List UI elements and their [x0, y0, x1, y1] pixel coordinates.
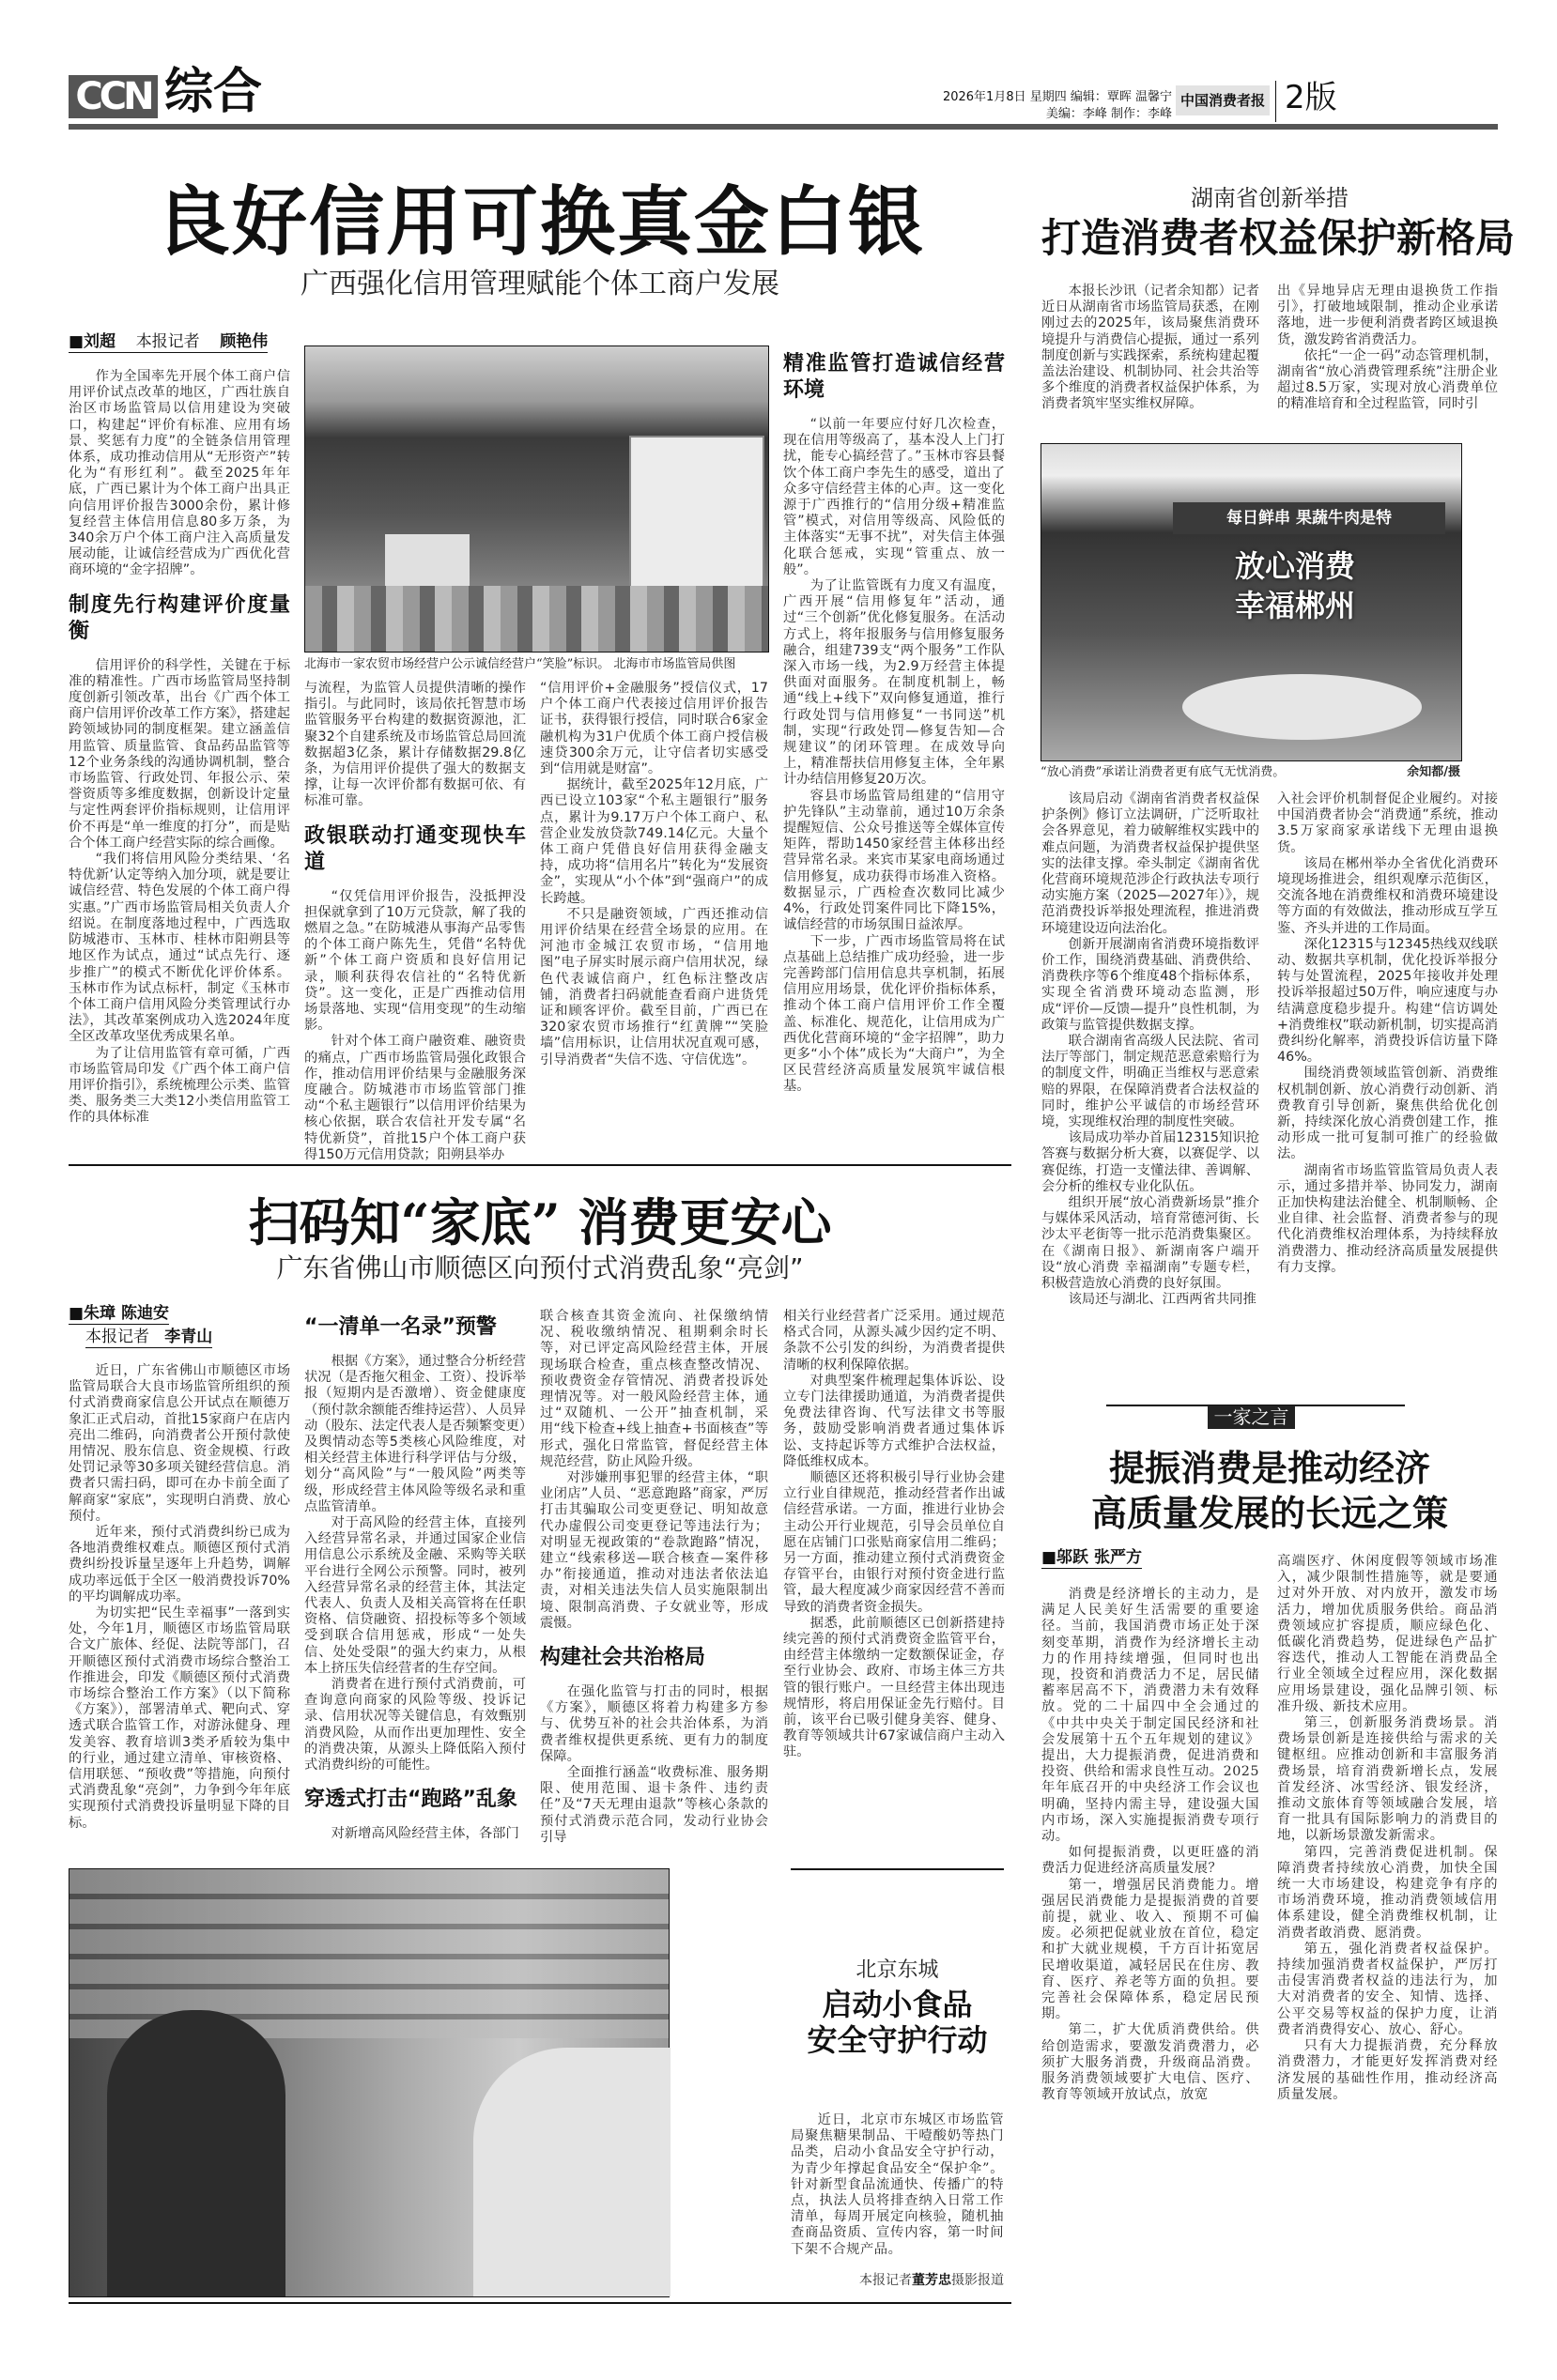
photo-officer: [107, 2010, 285, 2296]
paragraph: 联合核查其资金流向、社保缴纳情况、税收缴纳情况、租期剩余时长等，对已评定高风险经营主体，开展现场联合检查，重点核查整改情况、预收费资金存管情况、消费者投诉处理情况等。对一般风险经营主体，通过“双随机、一公开”抽查机制，采用“线下检查+线上抽查+书面核查”等形式，强化日常监管，督促经营主体规范经营，防止风险升级。: [540, 1309, 768, 1469]
guangxi-column-2: [304, 681, 526, 1162]
section-heading: 构建社会共治格局: [540, 1646, 706, 1670]
section-heading: 穿透式打击“跑路”乱象: [304, 1788, 517, 1812]
section-heading: 精准监管打造诚信经营环境: [783, 352, 1005, 402]
photo-produce: [305, 586, 768, 652]
paragraph: 下一步，广西市场监管局将在试点基础上总结推广成功经验，进一步完善跨部门信用信息共享机制，拓展信用应用场景，优化评价指标体系，推动个体工商户信用评价工作全覆盖、标准化、规范化，让信用成为广西优化营商环境的“金字招牌”，助力更多“小个体”成长为“大商户”，为全区民营经济高质量发展筑牢诚信根基。: [783, 933, 1005, 1095]
byline-reporter: 本报记者 李青山: [85, 1328, 213, 1346]
paragraph: 第五，强化消费者权益保护。持续加强消费者权益保护，严厉打击侵害消费者权益的违法行为，加大对消费者的安全、知情、选择、公平交易等权益的保护力度，让消费者消费得安心、放心、舒心。: [1277, 1941, 1498, 2037]
dongcheng-kicker: 北京东城: [856, 1958, 939, 1982]
paragraph: 据悉，此前顺德区已创新搭建持续完善的预付式消费资金监管平台，由经营主体缴纳一定数额保证金，存至行业协会、政府、市场主体三方共管的银行账户。一旦经营主体出现违规情形，将启用保证金先行赔付。目前，该平台已吸引健身美容、健身、教育等领域共计67家诚信商户主动入驻。: [783, 1615, 1005, 1760]
opinion-column-1: [1041, 1587, 1259, 2347]
opinion-headline-line-1: 提振消费是推动经济: [1108, 1447, 1430, 1489]
paragraph: 对典型案件梳理起集体诉讼、设立专门法律援助通道，为消费者提供免费法律咨询、代写法律文书等服务，鼓励受影响消费者通过集体诉讼、支持起诉等方式维护合法权益，降低维权成本。: [783, 1373, 1005, 1469]
foshan-headline: 扫码知“家底” 消费更安心: [248, 1192, 832, 1252]
paragraph: 全面推行涵盖“收费标准、服务期限、使用范围、退卡条件、违约责任”及“7天无理由退款”等核心条款的预付式消费示范合同，发动行业协会引导: [540, 1765, 768, 1845]
hunan-photo-caption: “放心消费”承诺让消费者更有底气无忧消费。: [1041, 765, 1286, 779]
photo-display-sign-1: 放心消费: [1234, 548, 1355, 584]
market-photo: [304, 345, 769, 653]
byline: ■刘超 本报记者 顾艳伟: [69, 332, 269, 351]
dongcheng-headline-line-1: 启动小食品: [822, 1987, 973, 2022]
paragraph: 第二，扩大优质消费供给。供给创造需求，要激发消费潜力，必须扩大服务消费，升级商品消费。服务消费领域要扩大电信、医疗、教育等领域开放试点，放宽: [1041, 2022, 1259, 2103]
paragraph: “以前一年要应付好几次检查，现在信用等级高了，基本没人上门打扰，能专心搞经营了。”玉林市容县餐饮个体工商户李先生的感受，道出了众多守信经营主体的心声。这一变化源于广西推行的“信用分级+精准监管”模式，对信用等级高、风险低的主体落实“无事不扰”，对失信主体强化联合惩戒，实现“管重点、放一般”。: [783, 417, 1005, 577]
paragraph: 如何提振消费，以更旺盛的消费活力促进经济高质量发展？: [1041, 1845, 1259, 1877]
paragraph: 根据《方案》，通过整合分析经营状况（是否拖欠租金、工资）、投诉举报（短期内是否激增）、资金健康度（预付款余额能否维持运营）、人员异动（股东、法定代表人是否频繁变更）及舆情动态等5类核心风险维度，对相关经营主体进行科学评估与分级，划分“高风险”与“一般风险”两类等级，形成经营主体风险等级名录和重点监管清单。: [304, 1354, 526, 1514]
guangxi-byline: [69, 331, 268, 364]
photo-price-board: [385, 534, 470, 586]
photo-display-base: [1182, 674, 1422, 740]
divider-rule: [69, 1164, 1011, 1166]
paragraph: 联合湖南省高级人民法院、省司法厅等部门，制定规范恶意索赔行为的制度文件，明确正当维权与恶意索赔的界限，在保障消费者合法权益的同时，维护公平诚信的市场经营环境，实现维权治理的制度性突破。: [1041, 1034, 1259, 1130]
foshan-byline: [69, 1303, 290, 1359]
dongcheng-headline-line-2: 安全守护行动: [807, 2022, 988, 2058]
dongcheng-top-rule: [791, 1868, 1004, 1870]
paragraph: 围绕消费领域监管创新、消费维权机制创新、放心消费行动创新、消费教育引导创新，聚焦供给优化创新，持续深化放心消费创建工作，推动形成一批可复制可推广的经验做法。: [1277, 1066, 1498, 1162]
photo-display-sign-2: 幸福郴州: [1234, 588, 1355, 623]
opinion-headline-line-2: 高质量发展的长远之策: [1090, 1492, 1448, 1534]
paragraph: 入社会评价机制督促企业履约。对接中国消费者协会“消费通”系统，推动3.5万家商家承诺线下无理由退换货。: [1277, 791, 1498, 855]
hunan-lead-column-2: [1277, 284, 1498, 434]
photo-sign-board: [629, 436, 764, 590]
paragraph: 组织开展“放心消费新场景”推介与媒体采风活动，培育常德河街、长沙太平老街等一批示范消费集聚区。在《湖南日报》、新湖南客户端开设“放心消费 幸福湖南”专题专栏，积极营造放心消费的良好氛围。: [1041, 1195, 1259, 1292]
paragraph: 与流程，为监管人员提供清晰的操作指引。与此同时，该局依托智慧市场监管服务平台构建的数据资源池，汇聚32个自建系统及市场监管总局回流数据超3亿条，累计存储数据29.8亿条，为信用评价提供了强大的数据支撑，让每一次评价都有数据可依、有标准可靠。: [304, 681, 526, 809]
paragraph: 顺德区还将积极引导行业协会建立行业自律规范，推动经营者作出诚信经营承诺。一方面，推进行业协会主动公开行业规范，引导会员单位自愿在店铺门口张贴商家信用二维码；另一方面，推动建立预付式消费资金存管平台，由银行对预付资金进行监管，最大程度减少商家因经营不善而导致的消费者资金损失。: [783, 1470, 1005, 1615]
section-heading: 制度先行构建评价度量衡: [69, 592, 290, 643]
paragraph: 对涉嫌刑事犯罪的经营主体，“职业闭店”人员、“恶意跑路”商家，严厉打击其骗取公司变更登记、明知故意代办虚假公司变更登记等违法行为；对明显无视政策的“卷款跑路”情况，建立“线索移送—联合核查—案件移办”衔接通道，推动对违法者依法追责，对相关违法失信人员实施限制出境、限制高消费、子女就业等，形成震慑。: [540, 1470, 768, 1631]
foshan-subtitle: 广东省佛山市顺德区向预付式消费乱象“亮剑”: [276, 1252, 804, 1283]
paragraph: 不只是融资领域，广西还推动信用评价结果在经营全场景的应用。在河池市金城江农贸市场，“信用地图”电子屏实时展示商户信用状况，绿色代表诚信商户，红色标注整改店铺，消费者扫码就能查看商户进货凭证和顾客评价。截至目前，广西已在320家农贸市场推行“红黄牌”“笑脸墙”信用标识，让信用状况直观可感，引导消费者“失信不选、守信优选”。: [540, 906, 768, 1067]
hunan-column-1: [1041, 791, 1259, 1362]
paragraph: “信用评价+金融服务”授信仪式，17户个体工商户代表接过信用评价报告证书，获得银行授信，同时联合6家金融机构为31户优质个体工商户授信极速贷300余万元，让守信者切实感受到“信用就是财富”。: [540, 681, 768, 777]
paragraph: 该局在郴州举办全省优化消费环境现场推进会，组织观摩示范街区，交流各地在消费维权和消费环境建设等方面的有效做法，推动形成互学互鉴、齐头并进的工作局面。: [1277, 855, 1498, 936]
paragraph: 该局还与湖北、江西两省共同推: [1068, 1292, 1256, 1308]
paragraph: 创新开展湖南省消费环境指数评价工作，围绕消费基础、消费供给、消费秩序等6个维度48个指标体系，实现全省消费环境动态监测，形成“评价—反馈—提升”良性机制，为政策与监管提供数据支撑。: [1041, 936, 1259, 1033]
paragraph: 出《异地异店无理由退换货工作指引》，打破地域限制，推动企业承诺落地，进一步便利消费者跨区域退换货，激发跨省消费活力。: [1277, 284, 1498, 347]
designer-line: 美编：李峰 制作：李峰: [1045, 107, 1172, 121]
paragraph: 为了让监管既有力度又有温度，广西开展“信用修复年”活动，通过“三个创新”优化修复服务。在活动方式上，将年报服务与信用修复服务融合，组建739支“两个服务”工作队深入市场一线，为2.9万经营主体提供面对面服务。在制度机制上，畅通“线上+线下”双向修复通道，推行行政处罚与信用修复“一书同送”机制，实现“行政处罚—修复告知—合规建议”的闭环管理。在成效导向上，精准帮扶信用修复主体，全年累计办结信用修复20万次。: [783, 578, 1005, 788]
opinion-column-2: [1277, 1554, 1498, 2347]
paragraph: 近日，广东省佛山市顺德区市场监管局联合大良市场监管所组织的预付式消费商家信息公开试点在顺德万象汇正式启动，首批15家商户在店内亮出二维码，向消费者公开预付款使用情况、股东信息、资金规模、行政处罚记录等30多项关键经营信息。消费者只需扫码，即可在办卡前全面了解商家“家底”，实现明白消费、放心预付。: [69, 1363, 290, 1524]
paragraph: 高端医疗、休闲度假等领域市场准入，减少限制性措施等，就是要通过对外开放、对内放开，激发市场活力，增加优质服务供给。商品消费领域应扩容提质，顺应绿色化、低碳化消费趋势，促进绿色产品扩容迭代，推动人工智能在消费品全行业全领域全过程应用，深化数据应用场景建设，强化品牌引领、标准升级、新技术应用。: [1277, 1554, 1498, 1714]
hunan-lead-column-1: [1041, 284, 1259, 434]
paragraph: 消费者在进行预付式消费前，可查询意向商家的风险等级、投诉记录、信用状况等关键信息，有效甄别消费风险，从而作出更加理性、安全的消费决策，从源头上降低陷入预付式消费纠纷的可能性。: [304, 1677, 526, 1773]
paragraph: 该局成功举办首届12315知识抢答赛与数据分析大赛，以赛促学、以赛促练，打造一支懂法律、善调解、会分析的维权专业化队伍。: [1041, 1130, 1259, 1194]
photo-shelves: [69, 1869, 669, 2038]
paragraph: 据统计，截至2025年12月底，广西已设立103家“个私主题银行”服务点，累计为9.17万户个体工商户、私营企业发放贷款749.14亿元。大量个体工商户凭借良好信用获得金融支持，成功将“信用名片”转化为“发展资金”，实现从“小个体”到“强商户”的成长跨越。: [540, 777, 768, 906]
section-logo: CCN: [69, 75, 158, 118]
paragraph: 对于高风险的经营主体，直接列入经营异常名录，并通过国家企业信用信息公示系统及金融、采购等关联平台进行全网公示预警。同时，被列入经营异常名录的经营主体，其法定代表人、负责人及相关高管将在任职资格、信贷融资、招投标等多个领域受到联合信用惩戒，形成“一处失信、处处受限”的强大约束力，从根本上挤压失信经营者的生存空间。: [304, 1515, 526, 1676]
paragraph: 相关行业经营者广泛采用。通过规范格式合同，从源头减少因约定不明、条款不公引发的纠纷，为消费者提供清晰的权利保障依据。: [783, 1309, 1005, 1373]
paragraph: 信用评价的科学性，关键在于标准的精准性。广西市场监管局坚持制度创新引领改革，出台《广西个体工商户信用评价改革工作方案》，搭建起跨领域协同的制度框架。建立涵盖信用监管、质量监管、食品药品监管等12个业务条线的沟通协调机制，整合市场监管、行政处罚、年报公示、荣誉资质等多维度数据，创新设计定量与定性两套评价指标规则，让信用评价不再是“单一维度的打分”，而是贴合个体工商户经营实际的综合画像。: [69, 657, 290, 851]
paragraph: 该局启动《湖南省消费者权益保护条例》修订立法调研，广泛听取社会各界意见，着力破解维权实践中的难点问题，为消费者权益保护提供坚实的法律支撑。牵头制定《湖南省优化营商环境规范涉企行政执法专项行动实施方案（2025—2027年）》，规范消费投诉举报处理流程，推进消费环境建设迈向法治化。: [1041, 791, 1259, 936]
guangxi-column-4: [783, 338, 1005, 1148]
header-divider: [1275, 81, 1276, 122]
section-title: 综合: [164, 63, 263, 120]
photo-shopkeeper: [473, 2048, 671, 2296]
paragraph: 只有大力提振消费，充分释放消费潜力，才能更好发挥消费对经济发展的基础性作用，推动经济高质量发展。: [1277, 2038, 1498, 2102]
paragraph: 为切实把“民生幸福事”一落到实处，今年1月，顺德区市场监管局联合文广旅体、经促、法院等部门，召开顺德区预付式消费市场综合整治工作推进会，印发《顺德区预付式消费市场综合整治工作方案》（以下简称《方案》），部署清单式、靶向式、穿透式联合监管工作，对游泳健身、理发美容、教育培训3类矛盾较为集中的行业，通过建立清单、审核资格、信用联惩、“预收费”等措施，向预付式消费乱象“亮剑”，力争到今年年底实现预付式消费投诉量明显下降的目标。: [69, 1605, 290, 1831]
foshan-column-4: [783, 1309, 1005, 1850]
food-inspection-photo: [69, 1868, 670, 2297]
opinion-tag: 一家之言: [1208, 1405, 1295, 1429]
paragraph: 容县市场监管局组建的“信用守护先锋队”主动靠前，通过10万余条提醒短信、公众号推送等全媒体宣传矩阵，帮助1450家经营主体移出经营异常名录。来宾市某家电商场通过信用修复，成功获得市场准入资格。数据显示，广西检查次数同比减少4%，行政处罚案件同比下降15%，诚信经营的市场氛围日益浓厚。: [783, 788, 1005, 933]
paragraph: 消费是经济增长的主动力，是满足人民美好生活需要的重要途径。当前，我国消费市场正处于深刻变革期，消费作为经济增长主动力的作用持续增强，但同时也出现，投资和消费活力不足，居民储蓄率居高不下，消费潜力未有效释放。党的二十届四中全会通过的《中共中央关于制定国民经济和社会发展第十五个五年规划的建议》提出，大力提振消费，促进消费和投资、供给和需求良性互动。2025年年底召开的中央经济工作会议也明确，坚持内需主导，建设强大国内市场，深入实施提振消费专项行动。: [1041, 1587, 1259, 1845]
hunan-column-2: [1277, 791, 1498, 1362]
paragraph: 近年来，预付式消费纠纷已成为各地消费维权难点。顺德区预付式消费纠纷投诉量呈逐年上升趋势，调解成功率远低于全区一般消费投诉70%的平均调解成功率。: [69, 1525, 290, 1605]
dongcheng-body: [791, 2112, 1004, 2263]
paragraph: “我们将信用风险分类结果、‘名特优新’认定等纳入加分项，就是要让诚信经营、特色发展的个体工商户得实惠。”广西市场监管局相关负责人介绍说。在制度落地过程中，广西选取防城港市、玉林市、桂林市阳朔县等地区作为试点，通过“试点先行、逐步推广”的模式不断优化评价体系。玉林市作为试点标杆，制定《玉林市个体工商户信用风险分类管理试行办法》，其改革案例成功入选2024年度全区改革攻坚优秀成果名单。: [69, 852, 290, 1045]
foshan-column-3: [540, 1309, 768, 1850]
guangxi-column-3: [540, 681, 768, 1148]
paragraph: 近日，北京市东城区市场监管局聚焦糖果制品、干噎酸奶等热门品类，启动小食品安全守护行动，为青少年撑起食品安全“保护伞”。针对新型食品流通快、传播广的特点，执法人员将排查纳入日常工作清单，每周开展定向核验，随机抽查商品资质、宣传内容，第一时间下架不合规产品。: [791, 2112, 1004, 2257]
paragraph: 对新增高风险经营主体，各部门: [331, 1826, 519, 1842]
guangxi-headline: 良好信用可换真金白银: [155, 177, 925, 266]
guangxi-column-1: [69, 369, 290, 1148]
market-photo-caption: 北海市一家农贸市场经营户公示诚信经营户“笑脸”标识。 北海市市场监管局供图: [304, 657, 736, 671]
opinion-byline: ■邬跃 张严方: [1041, 1548, 1142, 1567]
paragraph: 第三，创新服务消费场景。消费场景创新是连接供给与需求的关键枢纽。应推动创新和丰富服务消费场景，培育消费新增长点，发展首发经济、冰雪经济、银发经济，推动文旅体育等领域融合发展，培育一批具有国际影响力的消费目的地，以新场景激发新需求。: [1277, 1715, 1498, 1844]
paragraph: 在强化监管与打击的同时，根据《方案》，顺德区将着力构建多方参与、优势互补的社会共治体系，为消费者维权提供更系统、更有力的制度保障。: [540, 1684, 768, 1764]
paragraph: 为了让信用监管有章可循，广西市场监管局印发《广西个体工商户信用评价指引》，系统梳理公示类、监管类、服务类三大类12小类信用监管工作的具体标准: [69, 1045, 290, 1126]
hunan-street-photo: [1041, 443, 1462, 761]
page-number: 2版: [1285, 79, 1337, 116]
header-rule: [69, 124, 1498, 130]
paragraph: 针对个体工商户融资难、融资贵的痛点，广西市场监管局强化政银合作，推动信用评价结果与金融服务深度融合。防城港市市场监管部门推动“个私主题银行”以信用评价结果为核心依据，联合农信社开发专属“名特优新贷”，首批15户个体工商户获得150万元信用贷款；阳朔县举办: [304, 1034, 526, 1162]
paragraph: 第一，增强居民消费能力。增强居民消费能力是提振消费的首要前提，就业、收入、预期不可偏废。必须把促就业放在首位，稳定和扩大就业规模，千方百计拓宽居民增收渠道，减轻居民在住房、教育、医疗、养老等方面的负担。要完善社会保障体系，稳定居民预期。: [1041, 1877, 1259, 2022]
section-heading: “一清单一名录”预警: [304, 1315, 497, 1339]
paragraph: 深化12315与12345热线双线联动、数据共享机制，优化投诉举报分转与处置流程，2025年接收并处理投诉举报超过50万件，响应速度与办结满意度稳步提升。构建“信访调处+消费维权”联动新机制，切实提高消费纠纷化解率，消费投诉信访量下降46%。: [1277, 936, 1498, 1066]
photo-shop-sign: 每日鲜串 果蔬牛肉是特: [1173, 502, 1445, 534]
paragraph: 第四，完善消费促进机制。保障消费者持续放心消费，加快全国统一大市场建设，构建竞争有序的市场消费环境，推动消费领域信用体系建设，健全消费维权机制，让消费者敢消费、愿消费。: [1277, 1844, 1498, 1941]
opinion-byline-wrap: [1041, 1547, 1142, 1580]
foshan-column-2: [304, 1301, 526, 1850]
guangxi-subtitle: 广西强化信用管理赋能个体工商户发展: [301, 268, 779, 300]
paper-name-logo: 中国消费者报: [1176, 85, 1270, 115]
paragraph: 湖南省市场监管监管局负责人表示，通过多措并举、协同发力，湖南正加快构建法治健全、机制顺畅、企业自律、社会监督、消费者参与的现代化消费维权治理体系，为持续释放消费潜力、推动经济高质量发展提供有力支撑。: [1277, 1162, 1498, 1275]
paragraph: 本报长沙讯（记者余知都）记者近日从湖南省市场监管局获悉，在刚刚过去的2025年，该局聚焦消费环境提升与消费信心提振，通过一系列制度创新与实践探索，系统构建起覆盖法治建设、机制协同、社会共治等多个维度的消费者权益保护体系，为消费者筑牢坚实维权屏障。: [1041, 284, 1259, 412]
page-bottom-rule: [69, 2302, 1011, 2304]
hunan-headline: 打造消费者权益保护新格局: [1041, 215, 1516, 261]
byline-authors: ■朱璋 陈迪安: [69, 1304, 169, 1323]
paragraph: 依托“一企一码”动态管理机制，湖南省“放心消费管理系统”注册企业超过8.5万家，实现对放心消费单位的精准培育和全过程监管，同时引: [1277, 347, 1498, 412]
date-editor-line: 2026年1月8日 星期四 编辑：覃晖 温馨宁: [942, 90, 1172, 104]
hunan-kicker: 湖南省创新举措: [1191, 185, 1349, 211]
hunan-photo-credit: 余知都/摄: [1407, 765, 1460, 779]
section-heading: 政银联动打通变现快车道: [304, 823, 526, 874]
paragraph: 作为全国率先开展个体工商户信用评价试点改革的地区，广西壮族自治区市场监管局以信用建设为突破口，构建起“评价有标准、应用有场景、奖惩有力度”的全链条信用管理体系，成功推动信用从“无形资产”转化为“有形红利”。截至2025年年底，广西已累计为个体工商户出具正向信用评价报告3000余份，累计修复经营主体信用信息80多万条，为340余万户个体工商户注入高质量发展动能，让诚信经营成为广西优化营商环境的“金字招牌”。: [69, 369, 290, 578]
paragraph: “仅凭信用评价报告，没抵押没担保就拿到了10万元贷款，解了我的燃眉之急。”在防城港从事海产品零售的个体工商户陈先生，凭借“名特优新”个体工商户资质和良好信用记录，顺利获得农信社的“名特优新贷”。这一变化，正是广西推动信用场景落地、实现“信用变现”的生动缩影。: [304, 888, 526, 1034]
foshan-column-1: [69, 1363, 290, 1850]
dongcheng-credit: 本报记者董芳忠摄影报道: [859, 2273, 1004, 2288]
